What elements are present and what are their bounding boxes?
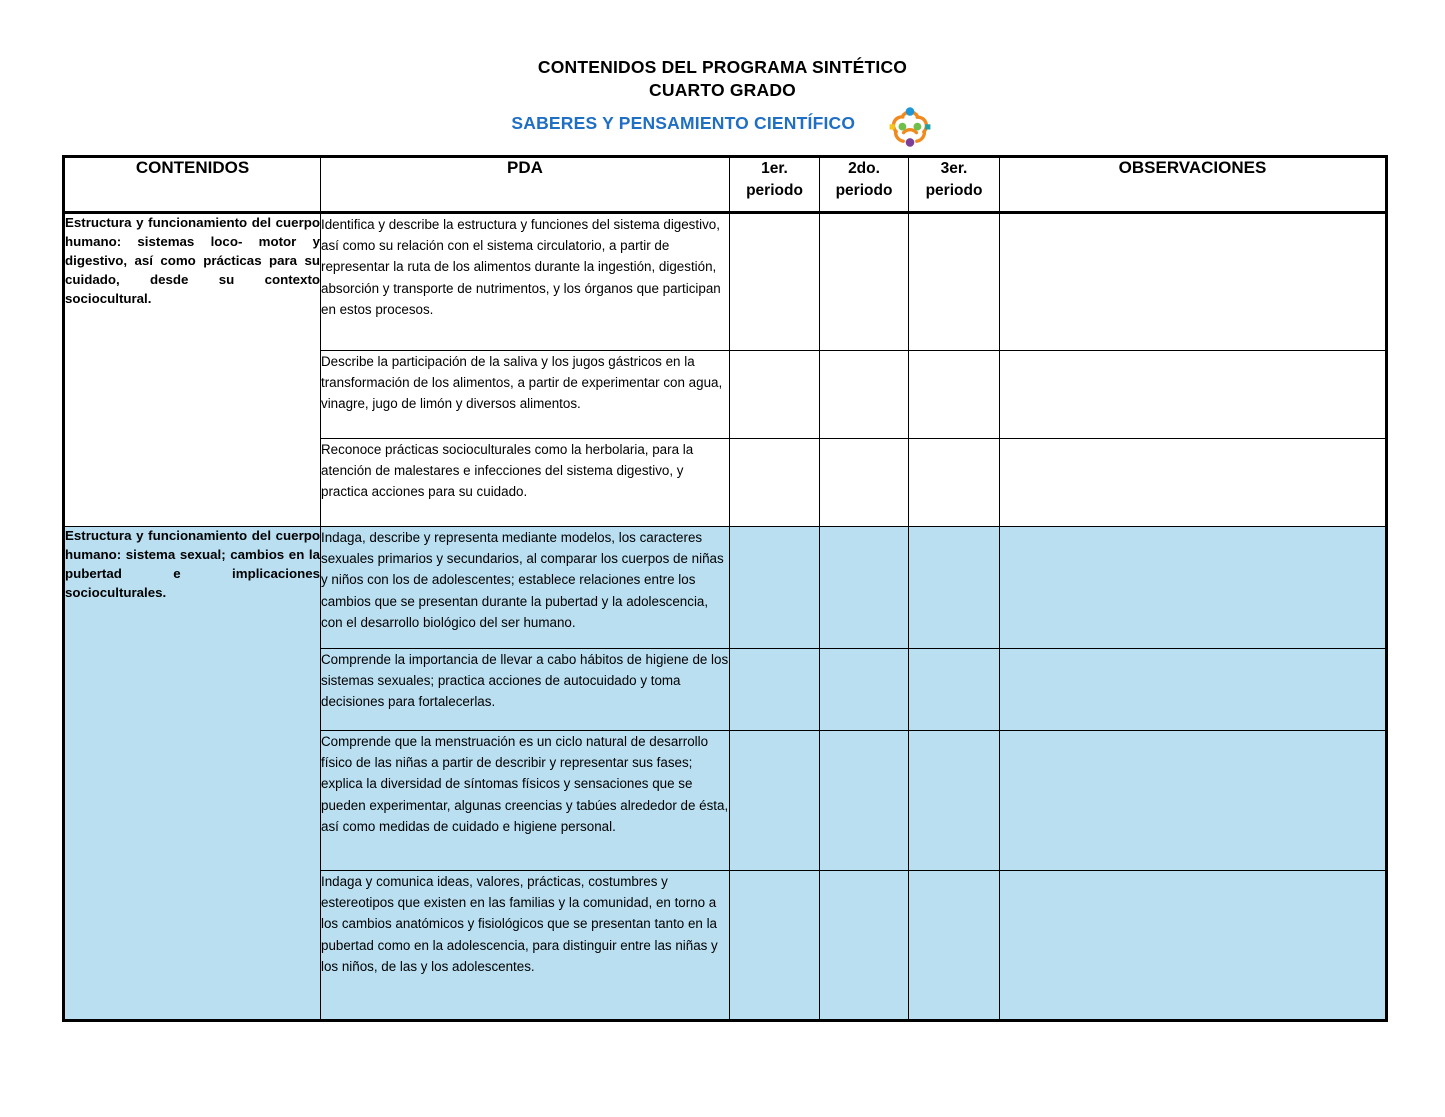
periodo-3-cell[interactable] — [909, 213, 1000, 351]
pda-cell: Indaga y comunica ideas, valores, prácticas, costumbres y estereotipos que existen en las familias y la comunidad, en torno a los cambios anatómicos y fisiológicos que se presentan tanto en la pubertad como en la adolescencia, para distinguir entre las niñas y los niños, de las y los adolescentes. — [321, 871, 730, 1021]
contenido-cell-seccion-1 — [64, 213, 321, 527]
periodo-1-cell[interactable] — [730, 213, 820, 351]
table-row — [64, 527, 1387, 649]
periodo-2-cell[interactable] — [820, 351, 909, 439]
periodo-1-label-top: 1er. — [761, 160, 788, 177]
nem-logo-icon — [886, 103, 934, 149]
periodo-3-cell[interactable] — [909, 527, 1000, 649]
periodo-3-label-bottom: periodo — [925, 182, 983, 200]
observaciones-cell[interactable] — [1000, 731, 1387, 871]
periodo-3-cell[interactable] — [909, 731, 1000, 871]
periodo-2-cell[interactable] — [820, 871, 909, 1021]
column-header-pda: PDA — [321, 157, 730, 213]
contenidos-table-wrapper — [62, 155, 1385, 1022]
periodo-2-label-bottom: periodo — [835, 182, 893, 200]
pda-cell: Comprende la importancia de llevar a cabo hábitos de higiene de los sistemas sexuales; practica acciones de autocuidado y toma decisiones para fortalecerlas. — [321, 649, 730, 731]
observaciones-cell[interactable] — [1000, 213, 1387, 351]
pda-cell: Reconoce prácticas socioculturales como la herbolaria, para la atención de malestares e infecciones del sistema digestivo, y practica acciones para su cuidado. — [321, 439, 730, 527]
periodo-3-cell[interactable] — [909, 351, 1000, 439]
observaciones-cell[interactable] — [1000, 439, 1387, 527]
periodo-1-cell[interactable] — [730, 439, 820, 527]
observaciones-cell[interactable] — [1000, 871, 1387, 1021]
periodo-1-cell[interactable] — [730, 731, 820, 871]
column-header-contenidos: CONTENIDOS — [64, 157, 321, 213]
periodo-3-cell[interactable] — [909, 439, 1000, 527]
table-row — [64, 213, 1387, 351]
document-subject: SABERES Y PENSAMIENTO CIENTÍFICO — [511, 112, 856, 133]
periodo-1-cell[interactable] — [730, 351, 820, 439]
periodo-2-cell[interactable] — [820, 649, 909, 731]
periodo-1-label-bottom: periodo — [746, 182, 803, 200]
column-header-periodo-1 — [730, 157, 820, 213]
pda-cell: Describe la participación de la saliva y los jugos gástricos en la transformación de los alimentos, a partir de experimentar con agua, vinagre, jugo de limón y diversos alimentos. — [321, 351, 730, 439]
pda-cell: Indaga, describe y representa mediante modelos, los caracteres sexuales primarios y secundarios, al comparar los cuerpos de niñas y niños con los de adolescentes; establece relaciones entre los cambios que se presentan durante la pubertad y la adolescencia, con el desarrollo biológico del ser humano. — [321, 527, 730, 649]
periodo-3-cell[interactable] — [909, 871, 1000, 1021]
column-header-periodo-3 — [909, 157, 1000, 213]
column-header-periodo-2 — [820, 157, 909, 213]
periodo-2-cell[interactable] — [820, 439, 909, 527]
contenido-text: Estructura y funcionamiento del cuerpo humano: sistema sexual; cambios en la pubertad e implicaciones socioculturales. — [65, 528, 320, 600]
periodo-2-label-top: 2do. — [848, 160, 880, 177]
document-title: CONTENIDOS DEL PROGRAMA SINTÉTICO — [537, 57, 908, 77]
periodo-2-cell[interactable] — [820, 731, 909, 871]
periodo-3-cell[interactable] — [909, 649, 1000, 731]
observaciones-cell[interactable] — [1000, 649, 1387, 731]
periodo-3-label-top: 3er. — [940, 160, 968, 177]
table-body — [64, 213, 1387, 1021]
observaciones-cell[interactable] — [1000, 527, 1387, 649]
contenidos-table — [62, 155, 1388, 1022]
observaciones-cell[interactable] — [1000, 351, 1387, 439]
contenido-text: Estructura y funcionamiento del cuerpo humano: sistemas loco- motor y digestivo, así como prácticas para su cuidado, desde su contexto sociocultural. — [65, 215, 320, 306]
periodo-1-cell[interactable] — [730, 871, 820, 1021]
document-header — [0, 0, 1445, 148]
periodo-2-cell[interactable] — [820, 527, 909, 649]
periodo-1-cell[interactable] — [730, 649, 820, 731]
periodo-2-cell[interactable] — [820, 213, 909, 351]
periodo-1-cell[interactable] — [730, 527, 820, 649]
contenido-cell-seccion-2 — [64, 527, 321, 1021]
pda-cell: Identifica y describe la estructura y funciones del sistema digestivo, así como su relación con el sistema circulatorio, a partir de representar la ruta de los alimentos durante la ingestión, digestión, absorción y transporte de nutrimentos, y los órganos que participan en estos procesos. — [321, 213, 730, 351]
pda-cell: Comprende que la menstruación es un ciclo natural de desarrollo físico de las niñas a partir de describir y representar sus fases; explica la diversidad de síntomas físicos y sensaciones que se pueden experimentar, algunas creencias y tabúes alrededor de ésta, así como medidas de cuidado e higiene personal. — [321, 731, 730, 871]
table-header-row — [64, 157, 1387, 213]
document-grade: CUARTO GRADO — [649, 79, 796, 100]
column-header-observaciones: OBSERVACIONES — [1000, 157, 1387, 213]
